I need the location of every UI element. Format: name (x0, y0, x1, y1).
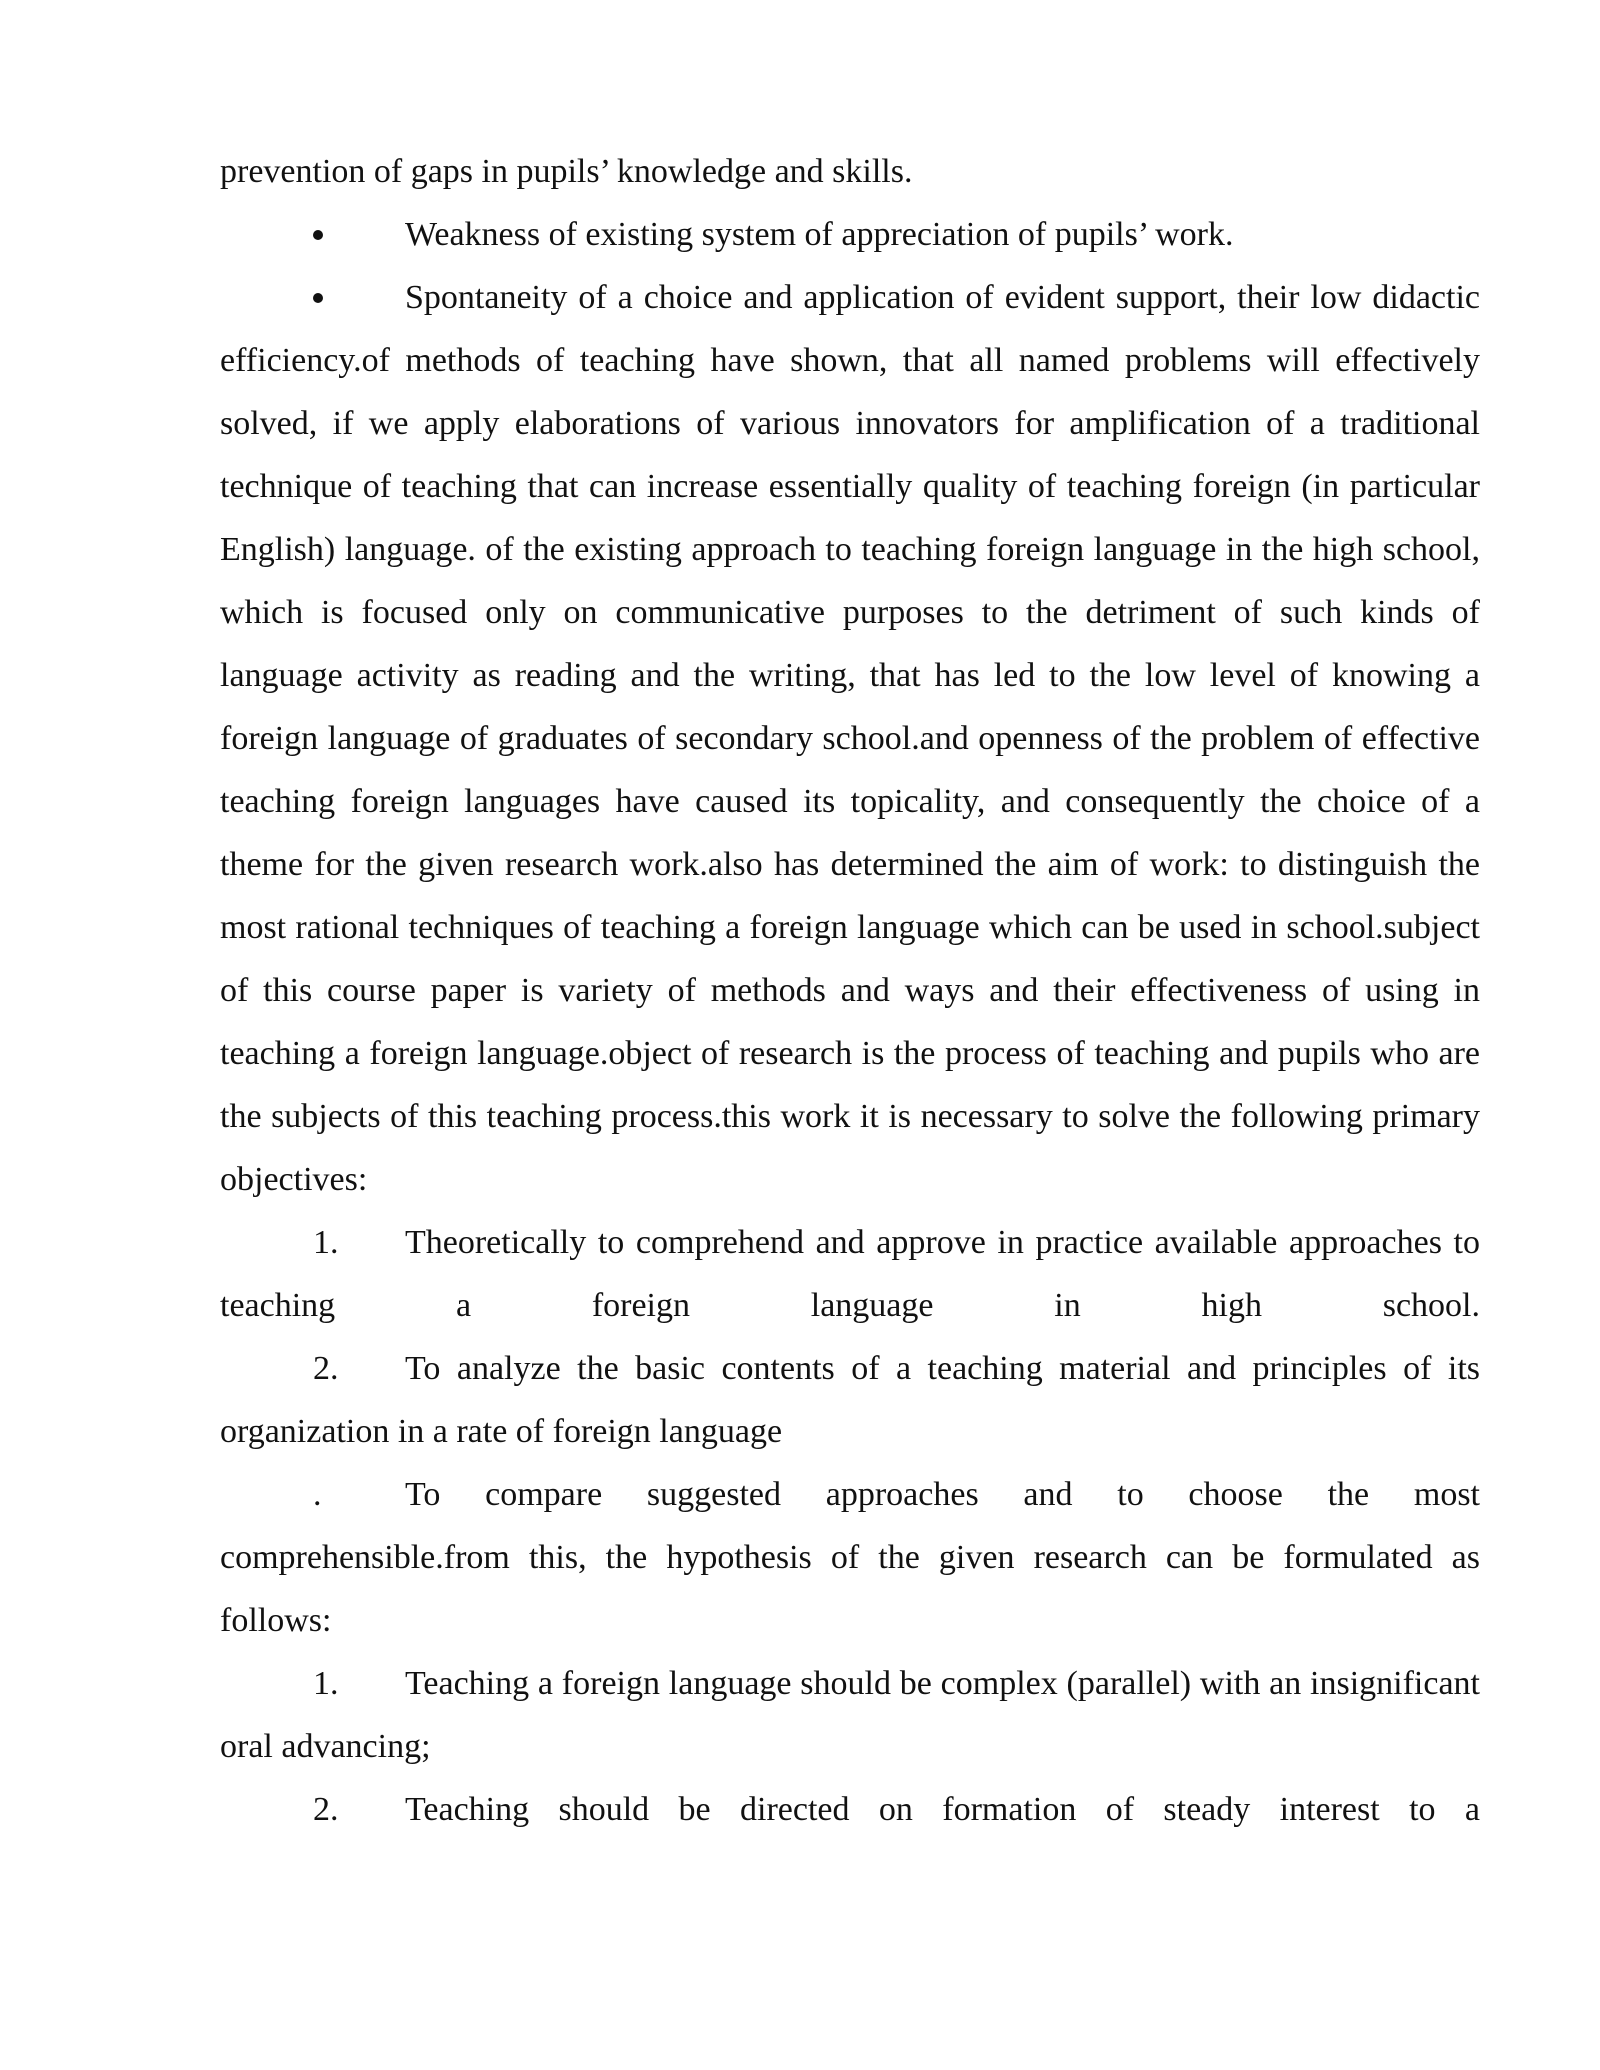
bullet-marker (220, 203, 405, 266)
hypothesis-item-2 (220, 1778, 1480, 1841)
hypothesis-item-1 (220, 1652, 1480, 1778)
hypothesis-text: Teaching should be directed on formation of steady interest to a (405, 1791, 1480, 1828)
objective-item-2 (220, 1337, 1480, 1463)
list-marker: . (313, 1476, 322, 1513)
bullet-item-2 (220, 266, 1480, 1211)
list-marker: 2. (313, 1791, 339, 1828)
hypothesis-text: Teaching a foreign language should be complex (parallel) with an insignificant oral advancing; (220, 1665, 1480, 1765)
objective-text: To compare suggested approaches and to choose the most comprehensible.from this, the hypothesis of the given research can be formulated as follows: (220, 1476, 1480, 1639)
list-marker: 2. (313, 1350, 339, 1387)
list-marker: 1. (313, 1224, 339, 1261)
bullet-text: Spontaneity of a choice and application of evident support, their low didactic efficiency.of methods of teaching have shown, that all named problems will effectively solved, if we apply elaborations of various innovators for amplification of a traditional technique of teaching that can increase essentially quality of teaching foreign (in particular English) language. of the existing approach to teaching foreign language in the high school, which is focused only on communicative purposes to the detriment of such kinds of language activity as reading and the writing, that has led to the low level of knowing a foreign language of graduates of secondary school.and openness of the problem of effective teaching foreign languages have caused its topicality, and consequently the choice of a theme for the given research work.also has determined the aim of work: to distinguish the most rational techniques of teaching a foreign language which can be used in school.subject of this course paper is variety of methods and ways and their effectiveness of using in teaching a foreign language.object of research is the process of teaching and pupils who are the subjects of this teaching process.this work it is necessary to solve the following primary objectives: (220, 279, 1480, 1198)
bullet-item-1 (220, 203, 1480, 266)
objective-item-3 (220, 1463, 1480, 1652)
bullet-dot-icon (313, 293, 323, 303)
list-marker: 1. (313, 1665, 339, 1702)
bullet-marker (220, 266, 405, 329)
intro-line: prevention of gaps in pupils’ knowledge and skills. (220, 153, 913, 190)
bullet-text: Weakness of existing system of appreciation of pupils’ work. (405, 216, 1234, 253)
objective-text: To analyze the basic contents of a teaching material and principles of its organization in a rate of foreign language (220, 1350, 1480, 1450)
document-body (220, 140, 1480, 1841)
bullet-dot-icon (313, 230, 323, 240)
objective-item-1 (220, 1211, 1480, 1337)
objective-text: Theoretically to comprehend and approve in practice available approaches to teaching a foreign language in high school. (220, 1224, 1480, 1324)
